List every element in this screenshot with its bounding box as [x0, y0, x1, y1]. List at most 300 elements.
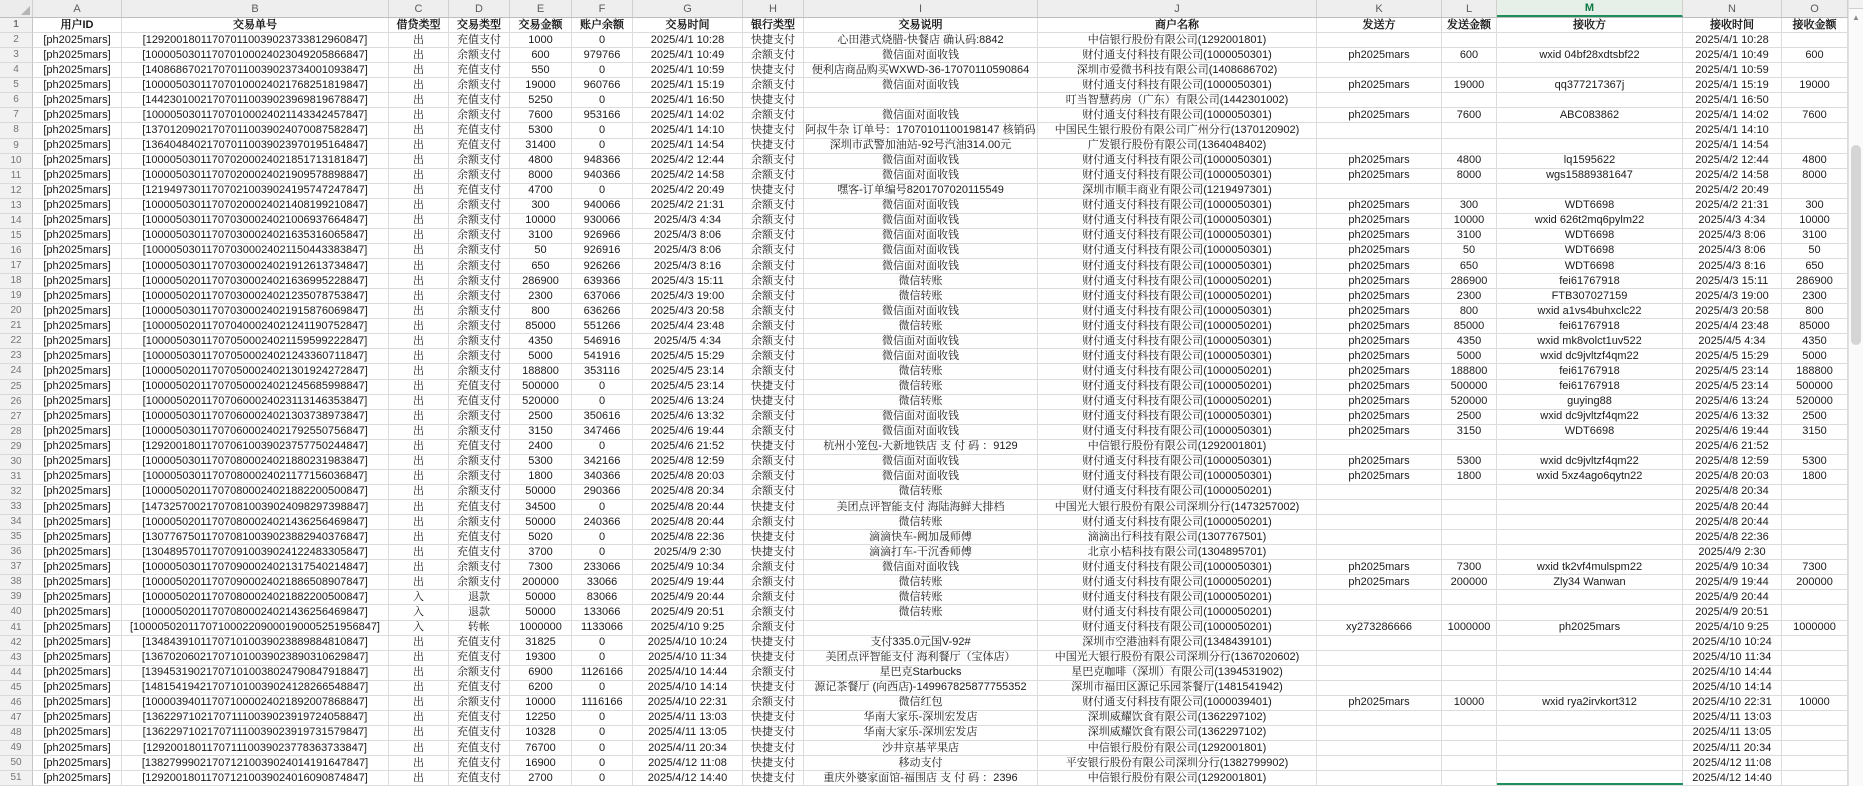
cell[interactable]: [100005030117070300024021635316065847]	[122, 229, 389, 244]
cell[interactable]: 财付通支付科技有限公司(1000050301)	[1038, 470, 1317, 485]
cell[interactable]	[1782, 681, 1848, 696]
cell[interactable]: 3100	[1782, 229, 1848, 244]
cell[interactable]: 财付通支付科技有限公司(1000050301)	[1038, 48, 1317, 63]
cell[interactable]: guying88	[1497, 395, 1683, 410]
cell[interactable]: 2025/4/10 11:34	[1683, 651, 1782, 666]
cell[interactable]: 充值支付	[449, 139, 510, 154]
cell[interactable]: 200000	[510, 575, 572, 590]
cell[interactable]	[1442, 681, 1497, 696]
cell[interactable]: ph2025mars	[1317, 48, 1442, 63]
cell[interactable]: 微信面对面收钱	[804, 78, 1038, 93]
cell[interactable]: [ph2025mars]	[33, 304, 122, 319]
cell[interactable]: 637066	[572, 289, 633, 304]
header-cell[interactable]: 接收金额	[1782, 18, 1848, 33]
cell[interactable]	[1782, 63, 1848, 78]
cell[interactable]: 2025/4/10 14:44	[633, 666, 743, 681]
cell[interactable]: 快捷支付	[743, 93, 804, 108]
cell[interactable]: 2025/4/12 11:08	[1683, 756, 1782, 771]
cell[interactable]: 出	[389, 139, 449, 154]
cell[interactable]: 心田港式烧腊-快餐店 确认码:8842	[804, 33, 1038, 48]
cell[interactable]: [ph2025mars]	[33, 108, 122, 123]
cell[interactable]: 520000	[510, 395, 572, 410]
cell[interactable]	[1442, 590, 1497, 605]
row-number[interactable]: 38	[0, 575, 33, 590]
cell[interactable]	[1317, 726, 1442, 741]
cell[interactable]: 926266	[572, 259, 633, 274]
cell[interactable]: wxid tk2vf4mulspm22	[1497, 560, 1683, 575]
cell[interactable]: 星巴克Starbucks	[804, 666, 1038, 681]
cell[interactable]: 中信银行股份有限公司(1292001801)	[1038, 33, 1317, 48]
row-number[interactable]: 6	[0, 93, 33, 108]
cell[interactable]: 余额支付	[449, 199, 510, 214]
cell[interactable]: 6900	[510, 666, 572, 681]
cell[interactable]: 286900	[510, 274, 572, 289]
cell[interactable]: 充值支付	[449, 711, 510, 726]
cell[interactable]: 快捷支付	[743, 771, 804, 786]
cell[interactable]	[1317, 33, 1442, 48]
cell[interactable]: 10000	[510, 214, 572, 229]
row-number[interactable]: 8	[0, 123, 33, 138]
cell[interactable]: 余额支付	[743, 696, 804, 711]
cell[interactable]: 财付通支付科技有限公司(1000050201)	[1038, 605, 1317, 620]
cell[interactable]: 财付通支付科技有限公司(1000050201)	[1038, 364, 1317, 379]
cell[interactable]: 微信转账	[804, 515, 1038, 530]
cell[interactable]: 2025/4/8 22:36	[1683, 530, 1782, 545]
cell[interactable]: 3150	[1782, 425, 1848, 440]
cell[interactable]: 2025/4/9 20:44	[1683, 590, 1782, 605]
cell[interactable]: 0	[572, 726, 633, 741]
cell[interactable]: 出	[389, 696, 449, 711]
cell[interactable]: 余额支付	[449, 108, 510, 123]
cell[interactable]: wxid rya2irvkort312	[1497, 696, 1683, 711]
header-cell[interactable]: 交易说明	[804, 18, 1038, 33]
cell[interactable]	[1782, 184, 1848, 199]
cell[interactable]: 7600	[510, 108, 572, 123]
cell[interactable]: [100005020117070500024021245685998847]	[122, 380, 389, 395]
row-number[interactable]: 32	[0, 485, 33, 500]
cell[interactable]: [121949730117070210039024195747247847]	[122, 184, 389, 199]
cell[interactable]: 2025/4/6 21:52	[1683, 440, 1782, 455]
cell[interactable]: [ph2025mars]	[33, 93, 122, 108]
cell[interactable]: 0	[572, 500, 633, 515]
cell[interactable]: 余额支付	[449, 560, 510, 575]
row-number[interactable]: 27	[0, 410, 33, 425]
cell[interactable]: 50000	[510, 590, 572, 605]
cell[interactable]	[1317, 605, 1442, 620]
cell[interactable]: 2025/4/1 15:19	[633, 78, 743, 93]
cell[interactable]: 快捷支付	[743, 184, 804, 199]
cell[interactable]: ph2025mars	[1317, 425, 1442, 440]
cell[interactable]: 微信面对面收钱	[804, 108, 1038, 123]
cell[interactable]: 余额支付	[743, 244, 804, 259]
cell[interactable]: 0	[572, 545, 633, 560]
column-header-D[interactable]: D	[449, 0, 510, 17]
cell[interactable]: 340366	[572, 470, 633, 485]
cell[interactable]	[1317, 651, 1442, 666]
column-header-N[interactable]: N	[1683, 0, 1782, 17]
cell[interactable]: 深圳市福田区源记乐园茶餐厅(1481541942)	[1038, 681, 1317, 696]
cell[interactable]: 2025/4/6 13:24	[633, 395, 743, 410]
cell[interactable]: 2025/4/11 13:03	[1683, 711, 1782, 726]
cell[interactable]: 财付通支付科技有限公司(1000050301)	[1038, 560, 1317, 575]
cell[interactable]: 余额支付	[449, 78, 510, 93]
cell[interactable]	[1317, 711, 1442, 726]
cell[interactable]	[1317, 530, 1442, 545]
cell[interactable]: 4800	[510, 154, 572, 169]
cell[interactable]	[1442, 139, 1497, 154]
cell[interactable]: 深圳市爱微书科技有限公司(1408686702)	[1038, 63, 1317, 78]
cell[interactable]: [139453190217071010038024790847918847]	[122, 666, 389, 681]
cell[interactable]: 深圳市空港油料有限公司(1348439101)	[1038, 636, 1317, 651]
cell[interactable]: 入	[389, 605, 449, 620]
cell[interactable]: 2025/4/11 13:05	[1683, 726, 1782, 741]
cell[interactable]	[804, 93, 1038, 108]
cell[interactable]: [ph2025mars]	[33, 244, 122, 259]
cell[interactable]: 2025/4/11 20:34	[1683, 741, 1782, 756]
cell[interactable]: ph2025mars	[1317, 229, 1442, 244]
cell[interactable]: ph2025mars	[1317, 154, 1442, 169]
scrollbar-up-arrow[interactable]: ▲	[1852, 12, 1860, 22]
cell[interactable]: lq1595622	[1497, 154, 1683, 169]
cell[interactable]	[1497, 123, 1683, 138]
cell[interactable]: 650	[510, 259, 572, 274]
cell[interactable]	[1782, 93, 1848, 108]
cell[interactable]: 2025/4/10 10:24	[633, 636, 743, 651]
cell[interactable]	[1317, 139, 1442, 154]
cell[interactable]: 阿叔牛杂 订单号：17070101100198147 核销码	[804, 123, 1038, 138]
row-number[interactable]: 37	[0, 560, 33, 575]
cell[interactable]	[1442, 771, 1497, 786]
row-number[interactable]: 44	[0, 666, 33, 681]
column-header-H[interactable]: H	[743, 0, 804, 17]
cell[interactable]: 出	[389, 771, 449, 786]
column-header-F[interactable]: F	[572, 0, 633, 17]
cell[interactable]: [100005030117070300024021006937664847]	[122, 214, 389, 229]
cell[interactable]: 余额支付	[743, 274, 804, 289]
cell[interactable]: wxid 04bf28xdtsbf22	[1497, 48, 1683, 63]
cell[interactable]: 0	[572, 651, 633, 666]
cell[interactable]: wxid 626t2mq6pylm22	[1497, 214, 1683, 229]
cell[interactable]: [ph2025mars]	[33, 184, 122, 199]
cell[interactable]: 余额支付	[743, 575, 804, 590]
column-header-K[interactable]: K	[1317, 0, 1442, 17]
header-cell[interactable]: 接收时间	[1683, 18, 1782, 33]
cell[interactable]: 广发银行股份有限公司(1364048402)	[1038, 139, 1317, 154]
cell[interactable]: 出	[389, 199, 449, 214]
cell[interactable]	[1782, 741, 1848, 756]
cell[interactable]: 500000	[1782, 380, 1848, 395]
cell[interactable]: 2025/4/8 22:36	[633, 530, 743, 545]
cell[interactable]: [100005030117070500024021159599222847]	[122, 334, 389, 349]
cell[interactable]: 1126166	[572, 666, 633, 681]
cell[interactable]: 余额支付	[743, 334, 804, 349]
cell[interactable]: 2025/4/3 20:58	[1683, 304, 1782, 319]
cell[interactable]	[1497, 605, 1683, 620]
cell[interactable]: 2025/4/11 13:03	[633, 711, 743, 726]
cell[interactable]: [ph2025mars]	[33, 229, 122, 244]
cell[interactable]: 2025/4/12 14:40	[1683, 771, 1782, 786]
cell[interactable]: 微信面对面收钱	[804, 470, 1038, 485]
cell[interactable]: 出	[389, 169, 449, 184]
cell[interactable]: 2025/4/1 10:28	[633, 33, 743, 48]
cell[interactable]: 8000	[510, 169, 572, 184]
cell[interactable]	[1442, 726, 1497, 741]
cell[interactable]: 华南大家乐-深圳宏发店	[804, 726, 1038, 741]
cell[interactable]: 3700	[510, 545, 572, 560]
column-header-L[interactable]: L	[1442, 0, 1497, 17]
row-number[interactable]: 43	[0, 651, 33, 666]
cell[interactable]: 2025/4/9 19:44	[1683, 575, 1782, 590]
cell[interactable]: 2700	[510, 771, 572, 786]
cell[interactable]	[1782, 666, 1848, 681]
cell[interactable]: 余额支付	[449, 229, 510, 244]
cell[interactable]: 滴滴快车-阙加晟师傅	[804, 530, 1038, 545]
cell[interactable]: [100005020117070800024021882200500847]	[122, 485, 389, 500]
cell[interactable]: 2500	[1782, 410, 1848, 425]
cell[interactable]: 余额支付	[743, 605, 804, 620]
cell[interactable]: 出	[389, 560, 449, 575]
cell[interactable]: 2025/4/1 10:49	[1683, 48, 1782, 63]
cell[interactable]: 快捷支付	[743, 500, 804, 515]
cell[interactable]: 2025/4/8 20:44	[633, 515, 743, 530]
cell[interactable]: 2025/4/3 4:34	[1683, 214, 1782, 229]
cell[interactable]: wgs15889381647	[1497, 169, 1683, 184]
column-header-O[interactable]: O	[1782, 0, 1848, 17]
cell[interactable]: 移动支付	[804, 756, 1038, 771]
cell[interactable]: 美团点评智能支付 海陆海鲜大排档	[804, 500, 1038, 515]
cell[interactable]: 240366	[572, 515, 633, 530]
cell[interactable]: [100005020117070800024021882200500847]	[122, 590, 389, 605]
cell[interactable]: 2025/4/3 4:34	[633, 214, 743, 229]
cell[interactable]: 2025/4/5 23:14	[633, 364, 743, 379]
cell[interactable]: 出	[389, 229, 449, 244]
cell[interactable]	[804, 621, 1038, 636]
cell[interactable]: 快捷支付	[743, 63, 804, 78]
cell[interactable]: 0	[572, 380, 633, 395]
cell[interactable]: [137012090217070110039024070087582847]	[122, 123, 389, 138]
cell[interactable]: 300	[510, 199, 572, 214]
cell[interactable]: 出	[389, 244, 449, 259]
cell[interactable]: 充值支付	[449, 395, 510, 410]
cell[interactable]: 2025/4/5 15:29	[1683, 349, 1782, 364]
row-number[interactable]: 47	[0, 711, 33, 726]
cell[interactable]: 0	[572, 63, 633, 78]
cell[interactable]: 2025/4/5 23:14	[633, 380, 743, 395]
cell[interactable]: 充值支付	[449, 651, 510, 666]
cell[interactable]: 0	[572, 93, 633, 108]
row-number[interactable]: 28	[0, 425, 33, 440]
cell[interactable]: 2025/4/3 19:00	[633, 289, 743, 304]
cell[interactable]: 出	[389, 274, 449, 289]
cell[interactable]: 微信转账	[804, 274, 1038, 289]
cell[interactable]: 2025/4/9 20:44	[633, 590, 743, 605]
cell[interactable]: 7300	[510, 560, 572, 575]
cell[interactable]	[1497, 139, 1683, 154]
row-number[interactable]: 4	[0, 63, 33, 78]
cell[interactable]: 6200	[510, 681, 572, 696]
cell[interactable]: wxid dc9jvltzf4qm22	[1497, 349, 1683, 364]
cell[interactable]: 639366	[572, 274, 633, 289]
header-cell[interactable]: 交易金额	[510, 18, 572, 33]
row-number[interactable]: 20	[0, 304, 33, 319]
cell[interactable]: 余额支付	[743, 48, 804, 63]
cell[interactable]: 财付通支付科技有限公司(1000050201)	[1038, 395, 1317, 410]
cell[interactable]	[1497, 33, 1683, 48]
cell[interactable]: 余额支付	[449, 455, 510, 470]
cell[interactable]: 2025/4/6 21:52	[633, 440, 743, 455]
cell[interactable]	[1442, 756, 1497, 771]
cell[interactable]: 充值支付	[449, 500, 510, 515]
cell[interactable]: 4350	[1442, 334, 1497, 349]
cell[interactable]: 2025/4/6 19:44	[633, 425, 743, 440]
row-number[interactable]: 41	[0, 621, 33, 636]
cell[interactable]: [100005030117070200024021851713181847]	[122, 154, 389, 169]
cell[interactable]: 出	[389, 681, 449, 696]
cell[interactable]: ph2025mars	[1317, 575, 1442, 590]
cell[interactable]: [100005020117070400024021241190752847]	[122, 319, 389, 334]
cell[interactable]	[1782, 756, 1848, 771]
cell[interactable]: 快捷支付	[743, 139, 804, 154]
cell[interactable]: 286900	[1782, 274, 1848, 289]
cell[interactable]: 2025/4/3 8:16	[1683, 259, 1782, 274]
cell[interactable]: 233066	[572, 560, 633, 575]
cell[interactable]: 500000	[1442, 380, 1497, 395]
cell[interactable]: 5000	[510, 349, 572, 364]
cell[interactable]: 快捷支付	[743, 545, 804, 560]
cell[interactable]: [138279990217071210039024014191647847]	[122, 756, 389, 771]
cell[interactable]: [ph2025mars]	[33, 319, 122, 334]
row-number[interactable]: 45	[0, 681, 33, 696]
cell[interactable]: [ph2025mars]	[33, 621, 122, 636]
cell[interactable]: 快捷支付	[743, 741, 804, 756]
cell[interactable]: 出	[389, 214, 449, 229]
cell[interactable]: 余额支付	[743, 108, 804, 123]
cell[interactable]: 入	[389, 621, 449, 636]
cell[interactable]: 余额支付	[449, 169, 510, 184]
cell[interactable]: 2025/4/2 20:49	[633, 184, 743, 199]
row-number[interactable]: 42	[0, 636, 33, 651]
cell[interactable]: 财付通支付科技有限公司(1000050201)	[1038, 575, 1317, 590]
cell[interactable]: [147325700217070810039024098297398847]	[122, 500, 389, 515]
cell[interactable]: 2025/4/1 14:10	[633, 123, 743, 138]
cell[interactable]	[1442, 515, 1497, 530]
cell[interactable]: 深圳威耀饮食有限公司(1362297102)	[1038, 726, 1317, 741]
cell[interactable]: [144230100217070110039023969819678847]	[122, 93, 389, 108]
cell[interactable]: 1116166	[572, 696, 633, 711]
cell[interactable]: 19000	[1782, 78, 1848, 93]
cell[interactable]: 出	[389, 726, 449, 741]
cell[interactable]: 85000	[1442, 319, 1497, 334]
cell[interactable]: 财付通支付科技有限公司(1000050301)	[1038, 169, 1317, 184]
cell[interactable]	[1497, 500, 1683, 515]
cell[interactable]: wxid a1vs4buhxclc22	[1497, 304, 1683, 319]
cell[interactable]: 快捷支付	[743, 681, 804, 696]
cell[interactable]: 余额支付	[449, 410, 510, 425]
cell[interactable]: 2500	[1442, 410, 1497, 425]
cell[interactable]: 4800	[1442, 154, 1497, 169]
cell[interactable]: 微信面对面收钱	[804, 169, 1038, 184]
row-number[interactable]: 14	[0, 214, 33, 229]
cell[interactable]: [ph2025mars]	[33, 440, 122, 455]
cell[interactable]: 中信银行股份有限公司(1292001801)	[1038, 440, 1317, 455]
cell[interactable]: [ph2025mars]	[33, 500, 122, 515]
cell[interactable]: 2025/4/5 4:34	[633, 334, 743, 349]
cell[interactable]: 微信转账	[804, 485, 1038, 500]
cell[interactable]: [ph2025mars]	[33, 123, 122, 138]
cell[interactable]: ph2025mars	[1317, 319, 1442, 334]
cell[interactable]: 10000	[1782, 214, 1848, 229]
cell[interactable]	[1442, 605, 1497, 620]
cell[interactable]: [ph2025mars]	[33, 605, 122, 620]
row-number[interactable]: 11	[0, 169, 33, 184]
cell[interactable]: 5300	[510, 455, 572, 470]
cell[interactable]	[1442, 184, 1497, 199]
cell[interactable]: 2025/4/12 11:08	[633, 756, 743, 771]
cell[interactable]: 2025/4/8 20:44	[1683, 515, 1782, 530]
header-cell[interactable]: 发送方	[1317, 18, 1442, 33]
cell[interactable]: 出	[389, 33, 449, 48]
cell[interactable]: 50	[1442, 244, 1497, 259]
cell[interactable]: 2025/4/10 14:14	[633, 681, 743, 696]
row-number[interactable]: 35	[0, 530, 33, 545]
cell[interactable]	[1497, 681, 1683, 696]
cell[interactable]: 2025/4/6 13:32	[1683, 410, 1782, 425]
cell[interactable]: 财付通支付科技有限公司(1000050301)	[1038, 229, 1317, 244]
cell[interactable]: ph2025mars	[1317, 410, 1442, 425]
cell[interactable]: 2025/4/6 19:44	[1683, 425, 1782, 440]
cell[interactable]: 微信转账	[804, 605, 1038, 620]
cell[interactable]: ph2025mars	[1497, 621, 1683, 636]
cell[interactable]: 960766	[572, 78, 633, 93]
cell[interactable]: [100005030117070900024021317540214847]	[122, 560, 389, 575]
row-number[interactable]: 17	[0, 259, 33, 274]
cell[interactable]: 2025/4/4 23:48	[633, 319, 743, 334]
cell[interactable]: [100005030117070800024021177156036847]	[122, 470, 389, 485]
cell[interactable]: 286900	[1442, 274, 1497, 289]
cell[interactable]: 520000	[1442, 395, 1497, 410]
cell[interactable]: 2025/4/10 22:31	[633, 696, 743, 711]
cell[interactable]: 2025/4/9 10:34	[633, 560, 743, 575]
cell[interactable]: 2025/4/2 12:44	[1683, 154, 1782, 169]
cell[interactable]: 微信面对面收钱	[804, 199, 1038, 214]
cell[interactable]	[1782, 711, 1848, 726]
cell[interactable]: [ph2025mars]	[33, 395, 122, 410]
cell[interactable]	[1442, 123, 1497, 138]
cell[interactable]: 余额支付	[743, 364, 804, 379]
cell[interactable]: [100005020117070500024021301924272847]	[122, 364, 389, 379]
cell[interactable]: 10000	[1782, 696, 1848, 711]
cell[interactable]: 出	[389, 485, 449, 500]
cell[interactable]: 800	[1442, 304, 1497, 319]
cell[interactable]: [100005020117070300024021636995228847]	[122, 274, 389, 289]
cell[interactable]: 520000	[1782, 395, 1848, 410]
cell[interactable]: ph2025mars	[1317, 380, 1442, 395]
column-header-A[interactable]: A	[33, 0, 122, 17]
cell[interactable]: 600	[510, 48, 572, 63]
cell[interactable]: 快捷支付	[743, 651, 804, 666]
cell[interactable]: 余额支付	[743, 590, 804, 605]
cell[interactable]: 50000	[510, 485, 572, 500]
cell[interactable]: [ph2025mars]	[33, 349, 122, 364]
cell[interactable]: 余额支付	[449, 349, 510, 364]
cell[interactable]: 余额支付	[743, 78, 804, 93]
cell[interactable]: 2025/4/5 23:14	[1683, 380, 1782, 395]
cell[interactable]	[1782, 590, 1848, 605]
cell[interactable]: [100005030117070100024023049205866847]	[122, 48, 389, 63]
cell[interactable]: [ph2025mars]	[33, 169, 122, 184]
cell[interactable]: 636266	[572, 304, 633, 319]
cell[interactable]: 快捷支付	[743, 711, 804, 726]
